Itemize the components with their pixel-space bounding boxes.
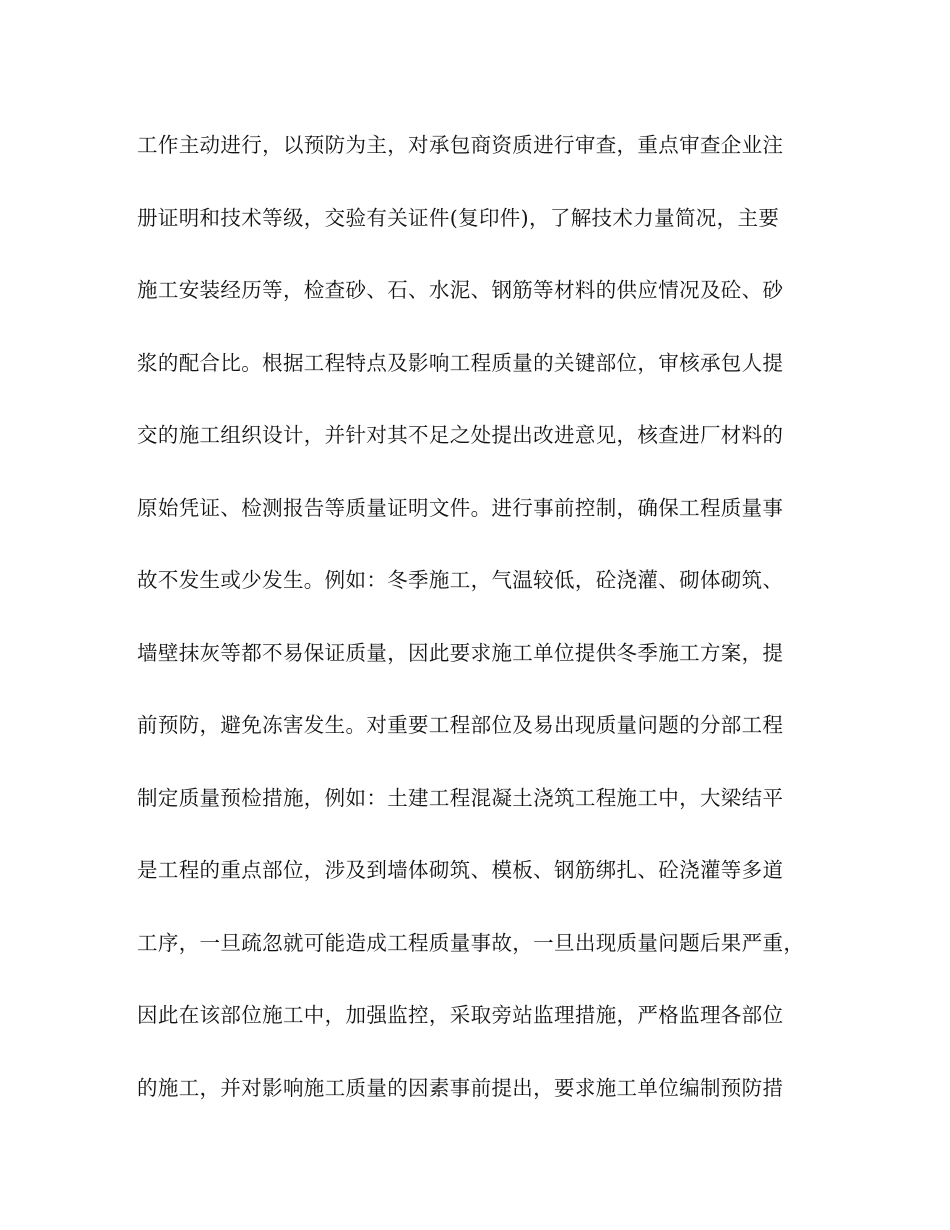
text-line: 前预防，避免冻害发生。对重要工程部位及易出现质量问题的分部工程: [137, 713, 784, 737]
text-line: 工序，一旦疏忽就可能造成工程质量事故，一旦出现质量问题后果严重，: [137, 930, 805, 955]
text-line: 原始凭证、检测报告等质量证明文件。进行事前控制，确保工程质量事: [137, 495, 784, 520]
text-line: 故不发生或少发生。例如：冬季施工，气温较低，砼浇灌、砌体砌筑、: [137, 568, 784, 592]
text-line: 工作主动进行，以预防为主，对承包商资质进行审查，重点审查企业注: [137, 133, 784, 157]
text-line: 施工安装经历等，检查砂、石、水泥、钢筋等材料的供应情况及砼、砂: [137, 278, 784, 302]
text-line: 制定质量预检措施，例如：土建工程混凝土浇筑工程施工中，大梁结平: [137, 785, 784, 810]
text-line: 册证明和技术等级，交验有关证件(复印件)，了解技术力量简况，主要: [137, 205, 780, 230]
text-line: 的施工，并对影响施工质量的因素事前提出，要求施工单位编制预防措: [137, 1075, 784, 1100]
text-line: 是工程的重点部位，涉及到墙体砌筑、模板、钢筋绑扎、砼浇灌等多道: [137, 858, 784, 882]
text-line: 交的施工组织设计，并针对其不足之处提出改进意见，核查进厂材料的: [137, 423, 784, 447]
text-line: 因此在该部位施工中，加强监控，采取旁站监理措施，严格监理各部位: [137, 1003, 784, 1027]
text-line: 浆的配合比。根据工程特点及影响工程质量的关键部位，审核承包人提: [137, 350, 784, 375]
body-text: [137, 123, 837, 1138]
text-line: 墙壁抹灰等都不易保证质量，因此要求施工单位提供冬季施工方案，提: [137, 640, 784, 665]
